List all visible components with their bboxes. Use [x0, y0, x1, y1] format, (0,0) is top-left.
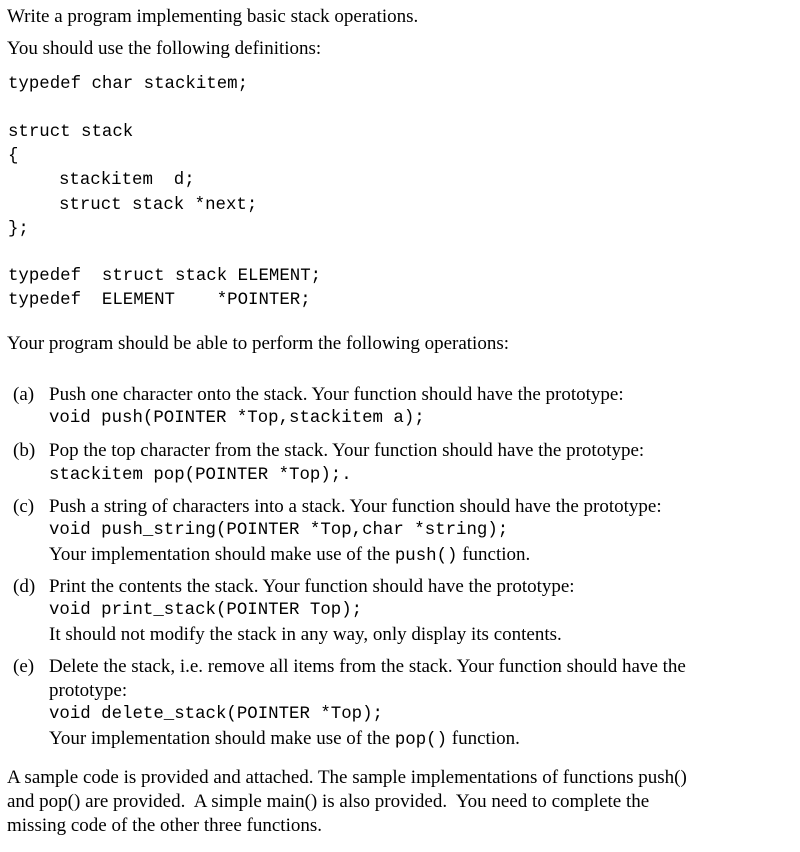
operation-prototype: void print_stack(POINTER Top);	[49, 601, 363, 620]
operation-text: Push one character onto the stack. Your function should have the prototype:	[49, 384, 624, 405]
operation-prototype: void delete_stack(POINTER *Top);	[49, 705, 383, 724]
code-typedef-pointer: typedef ELEMENT *POINTER;	[8, 291, 311, 310]
code-typedef-stackitem: typedef char stackitem;	[8, 75, 249, 94]
note-text: function.	[447, 728, 520, 749]
footer-line-1: A sample code is provided and attached. The sample implementations of functions push()	[7, 767, 687, 788]
operation-text-continued: prototype:	[49, 680, 128, 701]
note-text: Your implementation should make use of the	[49, 728, 395, 749]
operation-prototype: stackitem pop(POINTER *Top);.	[49, 466, 352, 485]
code-brace-open: {	[8, 147, 19, 166]
operation-note	[49, 544, 530, 568]
operation-label: (e)	[13, 656, 35, 677]
operation-text: Pop the top character from the stack. Your function should have the prototype:	[49, 440, 645, 461]
note-text: Your implementation should make use of the	[49, 544, 395, 565]
operations-intro: Your program should be able to perform the following operations:	[7, 333, 510, 354]
note-code: push()	[394, 547, 458, 566]
operation-label: (d)	[13, 576, 36, 597]
operation-note: It should not modify the stack in any way, only display its contents.	[49, 624, 562, 645]
operation-label: (a)	[13, 384, 35, 405]
code-typedef-element: typedef struct stack ELEMENT;	[8, 267, 322, 286]
operation-text: Delete the stack, i.e. remove all items from the stack. Your function should have the	[49, 656, 686, 677]
footer-line-3: missing code of the other three functions.	[7, 815, 323, 836]
operation-text: Print the contents the stack. Your function should have the prototype:	[49, 576, 575, 597]
code-brace-close: };	[8, 220, 29, 239]
operation-prototype: void push_string(POINTER *Top,char *string);	[49, 521, 509, 540]
note-code: pop()	[394, 731, 448, 750]
operation-prototype: void push(POINTER *Top,stackitem a);	[49, 409, 425, 428]
footer-line-2: and pop() are provided. A simple main() is also provided. You need to complete the	[7, 791, 650, 812]
note-text: function.	[457, 544, 531, 565]
intro-line-1: Write a program implementing basic stack operations.	[7, 6, 419, 27]
operation-label: (c)	[13, 496, 35, 517]
intro-line-2: You should use the following definitions:	[7, 38, 322, 59]
code-field-next: struct stack *next;	[59, 196, 258, 215]
code-field-d: stackitem d;	[59, 171, 195, 190]
operation-label: (b)	[13, 440, 36, 461]
operation-text: Push a string of characters into a stack. Your function should have the prototype:	[49, 496, 662, 517]
code-struct-stack: struct stack	[8, 123, 134, 142]
operation-note	[49, 728, 520, 752]
